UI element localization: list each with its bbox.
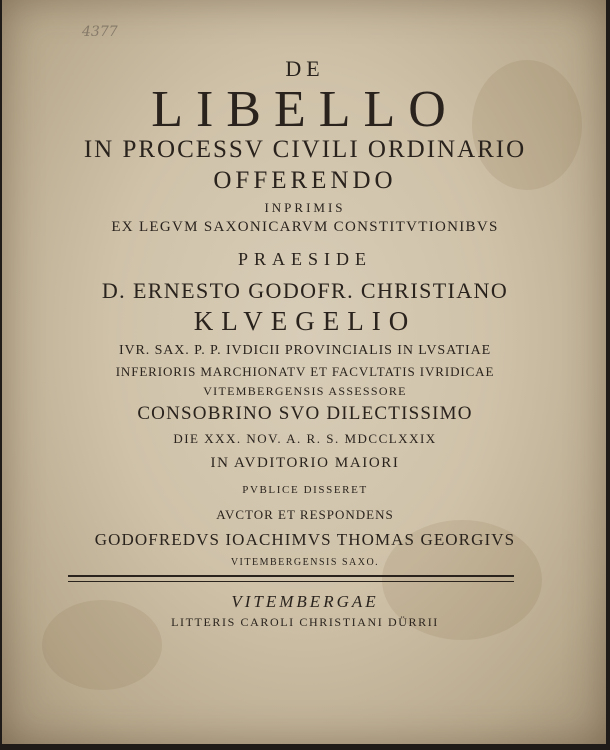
praeses-name: D. ERNESTO GODOFR. CHRISTIANO bbox=[101, 278, 509, 303]
praeses-title-line-2: INFERIORIS MARCHIONATV ET FACVLTATIS IVRIDICAE bbox=[115, 364, 495, 379]
praeses-title-line-1: IVR. SAX. P. P. IVDICII PROVINCIALIS IN LVSATIAE bbox=[118, 343, 492, 358]
respondent-name: GODOFREDVS IOACHIMVS THOMAS GEORGIVS bbox=[94, 530, 516, 549]
disputation-place: IN AVDITORIO MAIORI bbox=[210, 455, 400, 471]
imprint-divider bbox=[68, 575, 514, 582]
paper-stain bbox=[42, 600, 162, 690]
respondent-origin: VITEMBERGENSIS SAXO. bbox=[230, 557, 380, 568]
label-praeside: PRAESIDE bbox=[237, 249, 372, 269]
subtitle-inprimis: INPRIMIS bbox=[264, 200, 346, 215]
imprint-place: VITEMBERGAE bbox=[231, 592, 379, 611]
praeses-title-line-3: VITEMBERGENSIS ASSESSORE bbox=[203, 384, 407, 398]
title-offerendo: OFFERENDO bbox=[213, 167, 397, 194]
handwritten-catalog-mark: 4377 bbox=[82, 24, 118, 40]
disputation-date: DIE XXX. NOV. A. R. S. MDCCLXXIX bbox=[173, 431, 437, 446]
title-de: DE bbox=[285, 56, 325, 81]
title-line-processu: IN PROCESSV CIVILI ORDINARIO bbox=[83, 136, 527, 163]
label-auctor: AVCTOR ET RESPONDENS bbox=[216, 507, 394, 522]
subtitle-ex-legum: EX LEGVM SAXONICARVM CONSTITVTIONIBVS bbox=[111, 219, 499, 235]
imprint-printer: LITTERIS CAROLI CHRISTIANI DÜRRII bbox=[171, 615, 439, 629]
dedication-line: CONSOBRINO SVO DILECTISSIMO bbox=[137, 403, 473, 424]
title-libello: LIBELLO bbox=[151, 81, 459, 138]
praeses-surname: KLVEGELIO bbox=[193, 306, 417, 336]
label-publice: PVBLICE DISSERET bbox=[242, 484, 368, 496]
